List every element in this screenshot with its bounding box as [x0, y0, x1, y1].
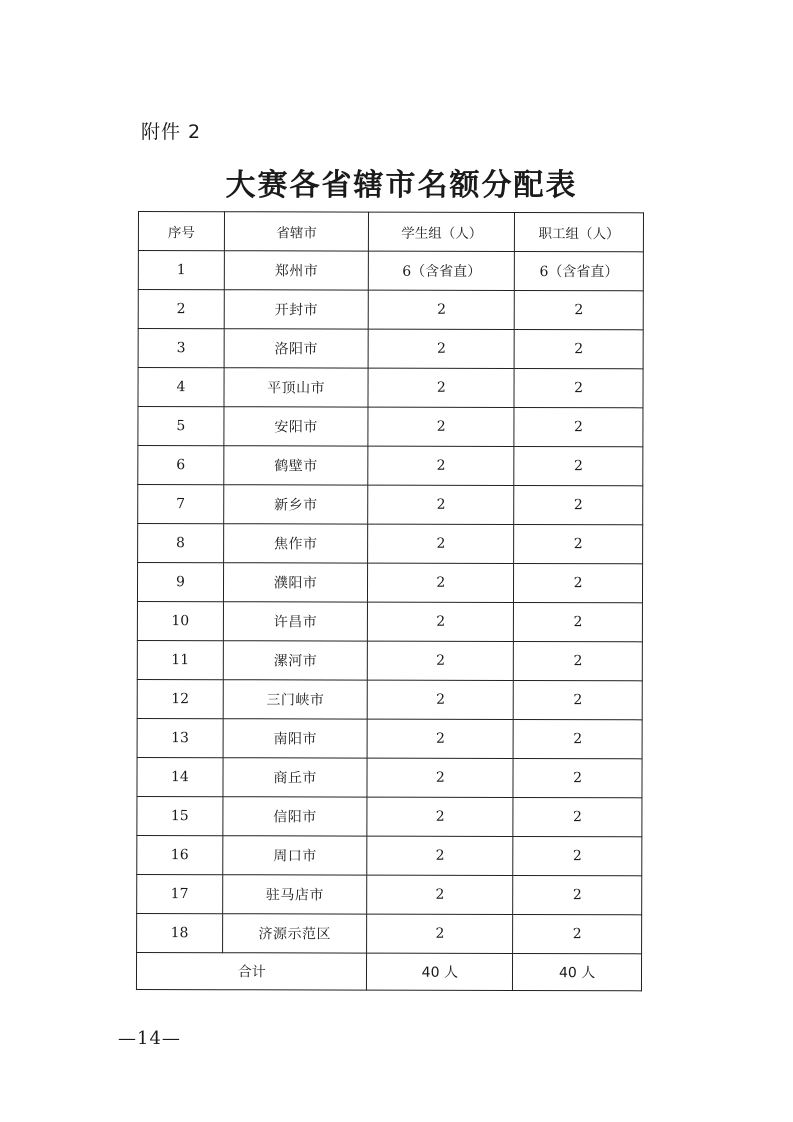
table-row	[137, 640, 642, 680]
cell-city: 洛阳市	[224, 329, 369, 368]
header-city: 省辖市	[224, 212, 369, 251]
cell-index: 11	[137, 640, 223, 679]
table-row	[138, 485, 643, 525]
cell-index: 12	[137, 679, 223, 718]
cell-student: 2	[367, 797, 513, 836]
table-row	[138, 524, 643, 564]
cell-employee: 2	[513, 719, 642, 758]
cell-employee: 2	[514, 485, 643, 524]
cell-index: 3	[138, 329, 224, 368]
cell-employee: 2	[514, 524, 643, 563]
cell-index: 6	[138, 446, 224, 485]
table-row	[137, 563, 642, 603]
table-row	[137, 835, 642, 875]
cell-student: 2	[368, 719, 514, 758]
cell-index: 15	[137, 796, 223, 835]
cell-student: 2	[368, 602, 514, 641]
cell-employee: 2	[513, 680, 642, 719]
cell-student: 2	[368, 368, 514, 407]
cell-employee: 2	[514, 290, 643, 329]
table-row	[138, 368, 643, 408]
cell-index: 18	[137, 913, 223, 952]
cell-city: 许昌市	[223, 602, 368, 641]
cell-city: 焦作市	[223, 524, 368, 563]
cell-student: 2	[367, 914, 513, 953]
cell-index: 8	[138, 524, 224, 563]
cell-city: 郑州市	[224, 251, 369, 290]
cell-city: 信阳市	[223, 797, 368, 836]
cell-index: 5	[138, 407, 224, 446]
cell-employee: 2	[514, 563, 643, 602]
cell-student: 2	[369, 329, 515, 368]
table-row	[137, 757, 642, 797]
cell-employee: 2	[514, 407, 643, 446]
cell-employee: 2	[513, 797, 642, 836]
header-student: 学生组（人）	[369, 212, 515, 251]
cell-city: 鹤壁市	[224, 446, 369, 485]
page-number: —14—	[118, 1028, 181, 1049]
cell-city: 南阳市	[223, 719, 368, 758]
cell-student: 2	[368, 524, 514, 563]
cell-student: 2	[368, 563, 514, 602]
cell-student: 2	[368, 485, 514, 524]
cell-student: 2	[367, 875, 513, 914]
cell-index: 14	[137, 757, 223, 796]
total-employee: 40 人	[513, 953, 642, 990]
cell-city: 新乡市	[223, 485, 368, 524]
table-header-row	[138, 212, 643, 252]
cell-student: 2	[368, 680, 514, 719]
cell-index: 4	[138, 368, 224, 407]
cell-index: 9	[137, 563, 223, 602]
cell-city: 漯河市	[223, 641, 368, 680]
table-body	[137, 251, 644, 954]
cell-employee: 6（含省直）	[514, 251, 643, 290]
cell-employee: 2	[513, 836, 642, 875]
table-row	[137, 874, 642, 914]
cell-employee: 2	[514, 446, 643, 485]
total-row	[136, 952, 641, 990]
table-row	[138, 407, 643, 447]
quota-table	[136, 211, 644, 991]
table-row	[137, 679, 642, 719]
table-row	[138, 290, 643, 330]
header-employee: 职工组（人）	[515, 212, 644, 251]
table-row	[138, 446, 643, 486]
cell-city: 周口市	[223, 836, 368, 875]
cell-employee: 2	[514, 368, 643, 407]
cell-employee: 2	[513, 641, 642, 680]
cell-student: 2	[369, 290, 515, 329]
cell-employee: 2	[513, 875, 642, 914]
total-label: 合计	[136, 952, 367, 990]
cell-student: 2	[368, 446, 514, 485]
cell-student: 2	[368, 641, 514, 680]
cell-index: 10	[137, 602, 223, 641]
cell-city: 平顶山市	[224, 368, 369, 407]
table-row	[138, 251, 643, 291]
attachment-label: 附件 2	[141, 121, 202, 143]
cell-index: 13	[137, 718, 223, 757]
table-row	[137, 602, 642, 642]
cell-employee: 2	[513, 758, 642, 797]
cell-student: 2	[368, 407, 514, 446]
cell-index: 1	[138, 251, 224, 290]
cell-student: 2	[367, 758, 513, 797]
page-title: 大赛各省辖市名额分配表	[225, 168, 578, 203]
cell-city: 商丘市	[223, 758, 368, 797]
cell-student: 2	[367, 836, 513, 875]
cell-index: 2	[138, 290, 224, 329]
table-row	[137, 718, 642, 758]
header-index: 序号	[138, 212, 224, 251]
cell-city: 济源示范区	[222, 914, 367, 953]
cell-city: 安阳市	[224, 407, 369, 446]
cell-employee: 2	[514, 602, 643, 641]
cell-city: 驻马店市	[222, 875, 367, 914]
cell-index: 16	[137, 835, 223, 874]
cell-index: 7	[138, 485, 224, 524]
total-student: 40 人	[367, 953, 513, 990]
cell-employee: 2	[513, 914, 642, 953]
cell-index: 17	[137, 874, 223, 913]
table-row	[137, 913, 642, 953]
cell-city: 三门峡市	[223, 680, 368, 719]
cell-employee: 2	[514, 329, 643, 368]
table-row	[137, 796, 642, 836]
table-row	[138, 329, 643, 369]
cell-city: 开封市	[224, 290, 369, 329]
cell-student: 6（含省直）	[369, 251, 515, 290]
cell-city: 濮阳市	[223, 563, 368, 602]
